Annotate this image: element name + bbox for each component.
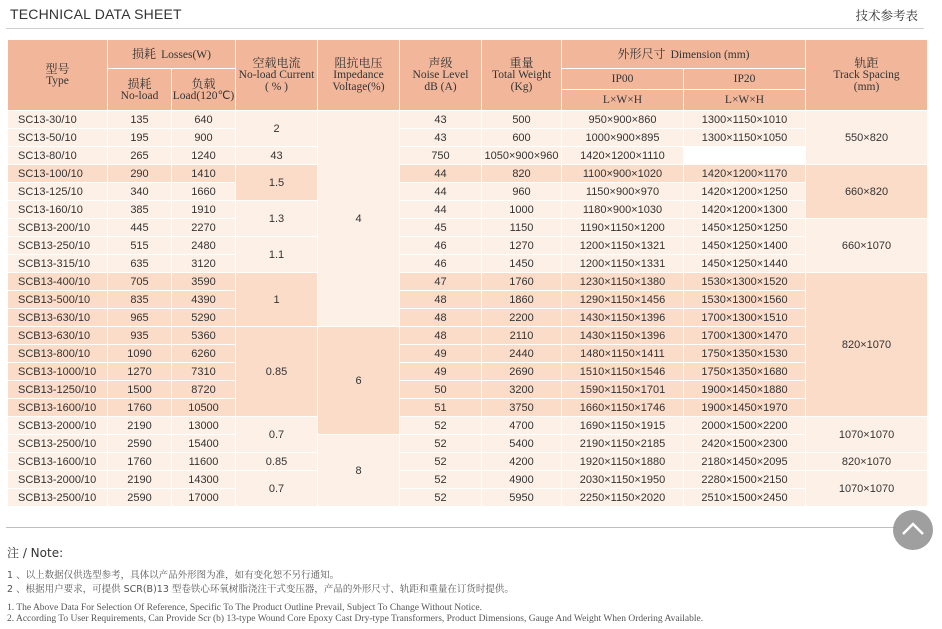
cell-impedance: 6 <box>318 327 400 435</box>
table-row <box>8 417 928 435</box>
col-load <box>172 69 236 111</box>
cell-model: SCB13-2000/10 <box>8 471 108 489</box>
note-heading: 注 / Note: <box>7 546 64 560</box>
cell-track: 550×820 <box>806 111 928 165</box>
table-row <box>8 489 928 507</box>
cell-current: 1.3 <box>236 201 318 237</box>
header-divider <box>6 28 924 29</box>
cell-weight: 4200 <box>482 453 562 471</box>
cell-impedance: 8 <box>318 435 400 507</box>
cell-ip20: 2180×1450×2095 <box>684 453 806 471</box>
col-losses-en: Losses(W) <box>161 49 211 61</box>
cell-noload: 515 <box>108 237 172 255</box>
col-ip00-lwh-label: L×W×H <box>602 94 643 106</box>
cell-load: 7310 <box>172 363 236 381</box>
cell-model: SC13-30/10 <box>8 111 108 129</box>
cell-noise: 43 <box>400 129 482 147</box>
cell-ip20: 1420×1200×1250 <box>684 183 806 201</box>
table-row <box>8 453 928 471</box>
col-current-cn: 空载电流 <box>252 56 301 70</box>
cell-ip00: 1180×900×1030 <box>562 201 684 219</box>
cell-ip20: 1900×1450×1880 <box>684 381 806 399</box>
table-row <box>8 201 928 219</box>
note-cn-1: 1 、以上数据仅供选型参考，具体以产品外形图为准，如有变化恕不另行通知。 <box>7 570 340 581</box>
cell-model: SCB13-400/10 <box>8 273 108 291</box>
col-noise-en: Noise Level <box>412 69 469 81</box>
technical-data-table <box>7 39 928 507</box>
cell-ip00: 1480×1150×1411 <box>562 345 684 363</box>
cell-weight: 2200 <box>482 309 562 327</box>
cell-weight: 3200 <box>482 381 562 399</box>
col-model <box>8 40 108 111</box>
col-load-en: Load(120℃) <box>172 89 235 102</box>
col-losses-cn: 损耗 <box>132 47 157 61</box>
col-ip20-label: IP20 <box>733 73 756 85</box>
col-track-unit: (mm) <box>853 81 880 93</box>
col-ip00 <box>562 69 684 90</box>
col-weight-cn: 重量 <box>509 56 534 70</box>
cell-noise: 43 <box>400 111 482 129</box>
cell-weight: 600 <box>482 129 562 147</box>
cell-weight: 1150 <box>482 219 562 237</box>
cell-current: 1 <box>236 273 318 327</box>
col-noise <box>400 40 482 111</box>
cell-noload: 705 <box>108 273 172 291</box>
col-impedance <box>318 40 400 111</box>
cell-ip00: 1190×1150×1200 <box>562 219 684 237</box>
page-header <box>0 0 942 29</box>
cell-ip00: 1100×900×1020 <box>562 165 684 183</box>
cell-noise: 48 <box>400 309 482 327</box>
note-en-1: 1. The Above Data For Selection Of Reference, Specific To The Product Outline Prevail, Subject To Change Without Notice. <box>7 603 482 613</box>
cell-noise: 47 <box>400 273 482 291</box>
cell-weight: 500 <box>482 111 562 129</box>
cell-impedance: 4 <box>318 111 400 327</box>
col-current-en: No-load Current <box>238 69 315 81</box>
cell-current: 0.7 <box>236 471 318 507</box>
cell-ip20: 1420×1200×1300 <box>684 201 806 219</box>
bottom-divider <box>6 527 896 528</box>
cell-weight: 3750 <box>482 399 562 417</box>
cell-noise: 48 <box>400 291 482 309</box>
cell-noise: 44 <box>400 183 482 201</box>
col-current-unit: ( % ) <box>265 81 288 93</box>
cell-weight: 820 <box>482 165 562 183</box>
cell-model: SCB13-1250/10 <box>8 381 108 399</box>
col-ip00-lwh <box>562 90 684 111</box>
note-cn-2: 2 、根据用户要求，可提供 SCR(B)13 型卷铁心环氧树脂浇注干式变压器，产品的外形尺寸、轨距和重量在订货时提供。 <box>7 584 514 595</box>
cell-model: SCB13-2000/10 <box>8 417 108 435</box>
table-row <box>8 309 928 327</box>
cell-ip00: 1230×1150×1380 <box>562 273 684 291</box>
table-body <box>8 111 928 507</box>
cell-noload: 2190 <box>108 417 172 435</box>
cell-ip00: 2250×1150×2020 <box>562 489 684 507</box>
header-title-en: TECHNICAL DATA SHEET <box>10 6 182 22</box>
cell-weight: 4700 <box>482 417 562 435</box>
cell-ip00: 1590×1150×1701 <box>562 381 684 399</box>
cell-load: 10500 <box>172 399 236 417</box>
cell-ip20: 1300×1150×1010 <box>684 111 806 129</box>
cell-noise: 48 <box>400 327 482 345</box>
cell-ip00: 1690×1150×1915 <box>562 417 684 435</box>
cell-model: SCB13-800/10 <box>8 345 108 363</box>
cell-weight: 1760 <box>482 273 562 291</box>
cell-model: SCB13-200/10 <box>8 219 108 237</box>
cell-load: 13000 <box>172 417 236 435</box>
cell-ip00: 950×900×860 <box>562 111 684 129</box>
table-row <box>8 471 928 489</box>
cell-ip20: 1900×1450×1970 <box>684 399 806 417</box>
cell-model: SCB13-1600/10 <box>8 453 108 471</box>
cell-load: 1410 <box>172 165 236 183</box>
col-track-cn: 轨距 <box>854 56 879 70</box>
cell-noload: 1090 <box>108 345 172 363</box>
cell-ip20: 1420×1200×1110 <box>562 147 684 165</box>
cell-track: 660×820 <box>806 165 928 219</box>
table-row <box>8 345 928 363</box>
cell-weight: 750 <box>400 147 482 165</box>
cell-noise: 44 <box>400 201 482 219</box>
cell-weight: 1450 <box>482 255 562 273</box>
cell-ip20: 2510×1500×2450 <box>684 489 806 507</box>
table-row <box>8 183 928 201</box>
col-impedance-unit: Voltage(%) <box>332 81 385 93</box>
cell-current: 0.7 <box>236 417 318 453</box>
cell-noload: 265 <box>108 147 172 165</box>
cell-track: 820×1070 <box>806 273 928 417</box>
cell-load: 3120 <box>172 255 236 273</box>
cell-ip20: 1450×1250×1400 <box>684 237 806 255</box>
cell-noise: 44 <box>400 165 482 183</box>
table-row <box>8 129 928 147</box>
col-ip20-lwh <box>684 90 806 111</box>
cell-ip20: 1450×1250×1250 <box>684 219 806 237</box>
table-row <box>8 219 928 237</box>
table-row <box>8 363 928 381</box>
cell-load: 1240 <box>172 147 236 165</box>
cell-load: 1910 <box>172 201 236 219</box>
cell-load: 4390 <box>172 291 236 309</box>
col-noload-en: No-load <box>120 89 159 102</box>
cell-load: 14300 <box>172 471 236 489</box>
cell-noise: 49 <box>400 345 482 363</box>
cell-ip20: 2420×1500×2300 <box>684 435 806 453</box>
cell-ip20: 1420×1200×1170 <box>684 165 806 183</box>
col-load-cn: 负载 <box>191 76 216 91</box>
col-dimension <box>562 40 806 69</box>
table-row <box>8 165 928 183</box>
cell-noload: 635 <box>108 255 172 273</box>
col-model-cn: 型号 <box>45 62 70 76</box>
col-dimension-cn: 外形尺寸 <box>617 47 666 61</box>
cell-ip00: 1150×900×970 <box>562 183 684 201</box>
table-row <box>8 147 928 165</box>
cell-ip20: 1700×1300×1470 <box>684 327 806 345</box>
cell-noload: 1270 <box>108 363 172 381</box>
table-row <box>8 273 928 291</box>
cell-current: 1.5 <box>236 165 318 201</box>
cell-ip00: 2190×1150×2185 <box>562 435 684 453</box>
col-weight-en: Total Weight <box>491 69 552 81</box>
cell-load: 15400 <box>172 435 236 453</box>
scroll-top-button[interactable] <box>893 510 933 550</box>
cell-load: 8720 <box>172 381 236 399</box>
note-en-2: 2. According To User Requirements, Can Provide Scr (b) 13-type Wound Core Epoxy Cast Dry-type Transformers, Product Dimensions, Gauge And Weight When Ordering Available. <box>7 614 704 624</box>
table-row <box>8 237 928 255</box>
cell-weight: 5950 <box>482 489 562 507</box>
cell-model: SCB13-630/10 <box>8 327 108 345</box>
cell-model: SC13-80/10 <box>8 147 108 165</box>
cell-noise: 51 <box>400 399 482 417</box>
cell-noload: 195 <box>108 129 172 147</box>
cell-weight: 1270 <box>482 237 562 255</box>
cell-noload: 2190 <box>108 471 172 489</box>
col-impedance-en: Impedance <box>333 69 384 81</box>
cell-noload: 1760 <box>108 453 172 471</box>
cell-load: 11600 <box>172 453 236 471</box>
cell-noise: 46 <box>400 255 482 273</box>
cell-ip00: 1290×1150×1456 <box>562 291 684 309</box>
cell-ip20: 1750×1350×1680 <box>684 363 806 381</box>
cell-weight: 5400 <box>482 435 562 453</box>
cell-weight: 2440 <box>482 345 562 363</box>
cell-ip20: 2280×1500×2150 <box>684 471 806 489</box>
col-weight <box>482 40 562 111</box>
cell-noload: 2590 <box>108 435 172 453</box>
cell-track: 660×1070 <box>806 219 928 273</box>
cell-current: 1.1 <box>236 237 318 273</box>
cell-weight: 1860 <box>482 291 562 309</box>
table-row <box>8 381 928 399</box>
cell-load: 2270 <box>172 219 236 237</box>
col-ip20-lwh-label: L×W×H <box>724 94 765 106</box>
cell-weight: 960 <box>482 183 562 201</box>
table-row <box>8 111 928 129</box>
cell-load: 2480 <box>172 237 236 255</box>
cell-track: 1070×1070 <box>806 471 928 507</box>
col-track <box>806 40 928 111</box>
cell-current: 0.85 <box>236 453 318 471</box>
cell-noload: 1760 <box>108 399 172 417</box>
col-impedance-cn: 阻抗电压 <box>334 56 383 70</box>
cell-load: 6260 <box>172 345 236 363</box>
cell-noload: 935 <box>108 327 172 345</box>
col-track-en: Track Spacing <box>833 69 900 81</box>
cell-weight: 1000 <box>482 201 562 219</box>
cell-load: 17000 <box>172 489 236 507</box>
cell-model: SCB13-2500/10 <box>8 489 108 507</box>
cell-current: 0.85 <box>236 327 318 417</box>
cell-noise: 52 <box>400 453 482 471</box>
cell-noise: 46 <box>400 237 482 255</box>
table-row <box>8 291 928 309</box>
cell-ip20: 1300×1150×1050 <box>684 129 806 147</box>
cell-noise: 50 <box>400 381 482 399</box>
table-row <box>8 399 928 417</box>
col-model-en: Type <box>46 75 69 87</box>
cell-noise: 45 <box>400 219 482 237</box>
cell-load: 1660 <box>172 183 236 201</box>
col-noise-cn: 声级 <box>428 56 453 70</box>
table-row <box>8 435 928 453</box>
cell-model: SCB13-2500/10 <box>8 435 108 453</box>
cell-model: SCB13-315/10 <box>8 255 108 273</box>
cell-load: 5360 <box>172 327 236 345</box>
col-ip20 <box>684 69 806 90</box>
cell-ip00: 1430×1150×1396 <box>562 327 684 345</box>
cell-noload: 135 <box>108 111 172 129</box>
cell-noise: 52 <box>400 489 482 507</box>
cell-ip00: 1510×1150×1546 <box>562 363 684 381</box>
cell-weight: 4900 <box>482 471 562 489</box>
cell-weight: 2690 <box>482 363 562 381</box>
table-row <box>8 255 928 273</box>
table-row <box>8 327 928 345</box>
cell-noise: 52 <box>400 471 482 489</box>
cell-noload: 385 <box>108 201 172 219</box>
cell-noload: 1500 <box>108 381 172 399</box>
cell-load: 900 <box>172 129 236 147</box>
cell-noise: 43 <box>236 147 318 165</box>
cell-ip20: 2000×1500×2200 <box>684 417 806 435</box>
col-noise-unit: dB (A) <box>424 81 457 93</box>
cell-noise: 52 <box>400 417 482 435</box>
col-ip00-label: IP00 <box>611 73 634 85</box>
cell-ip20: 1750×1350×1530 <box>684 345 806 363</box>
cell-ip00: 1200×1150×1321 <box>562 237 684 255</box>
cell-noise: 52 <box>400 435 482 453</box>
cell-load: 5290 <box>172 309 236 327</box>
cell-noload: 2590 <box>108 489 172 507</box>
cell-ip00: 1920×1150×1880 <box>562 453 684 471</box>
cell-noload: 965 <box>108 309 172 327</box>
col-weight-unit: (Kg) <box>510 81 533 93</box>
cell-ip20: 1450×1250×1440 <box>684 255 806 273</box>
col-noload <box>108 69 172 111</box>
cell-load: 3590 <box>172 273 236 291</box>
cell-model: SC13-160/10 <box>8 201 108 219</box>
cell-ip20: 1530×1300×1520 <box>684 273 806 291</box>
chevron-up-icon <box>893 510 933 550</box>
cell-noise: 49 <box>400 363 482 381</box>
col-noload-cn: 损耗 <box>127 76 152 91</box>
cell-current: 2 <box>236 111 318 147</box>
cell-ip00: 2030×1150×1950 <box>562 471 684 489</box>
cell-ip00: 1000×900×895 <box>562 129 684 147</box>
cell-model: SC13-100/10 <box>8 165 108 183</box>
cell-load: 640 <box>172 111 236 129</box>
cell-ip20: 1700×1300×1510 <box>684 309 806 327</box>
cell-model: SCB13-250/10 <box>8 237 108 255</box>
cell-noload: 340 <box>108 183 172 201</box>
cell-noload: 290 <box>108 165 172 183</box>
cell-ip00: 1430×1150×1396 <box>562 309 684 327</box>
cell-noload: 835 <box>108 291 172 309</box>
cell-weight: 2110 <box>482 327 562 345</box>
cell-model: SCB13-1000/10 <box>8 363 108 381</box>
col-losses <box>108 40 236 69</box>
cell-model: SCB13-1600/10 <box>8 399 108 417</box>
cell-model: SC13-125/10 <box>8 183 108 201</box>
cell-ip00: 1660×1150×1746 <box>562 399 684 417</box>
cell-model: SCB13-500/10 <box>8 291 108 309</box>
col-current <box>236 40 318 111</box>
cell-model: SC13-50/10 <box>8 129 108 147</box>
cell-model: SCB13-630/10 <box>8 309 108 327</box>
col-dimension-en: Dimension (mm) <box>670 49 750 61</box>
cell-track: 1070×1070 <box>806 417 928 453</box>
header-title-cn: 技术参考表 <box>855 8 918 23</box>
cell-ip20: 1530×1300×1560 <box>684 291 806 309</box>
cell-ip00: 1200×1150×1331 <box>562 255 684 273</box>
cell-noload: 445 <box>108 219 172 237</box>
cell-track: 820×1070 <box>806 453 928 471</box>
cell-ip00: 1050×900×960 <box>482 147 562 165</box>
